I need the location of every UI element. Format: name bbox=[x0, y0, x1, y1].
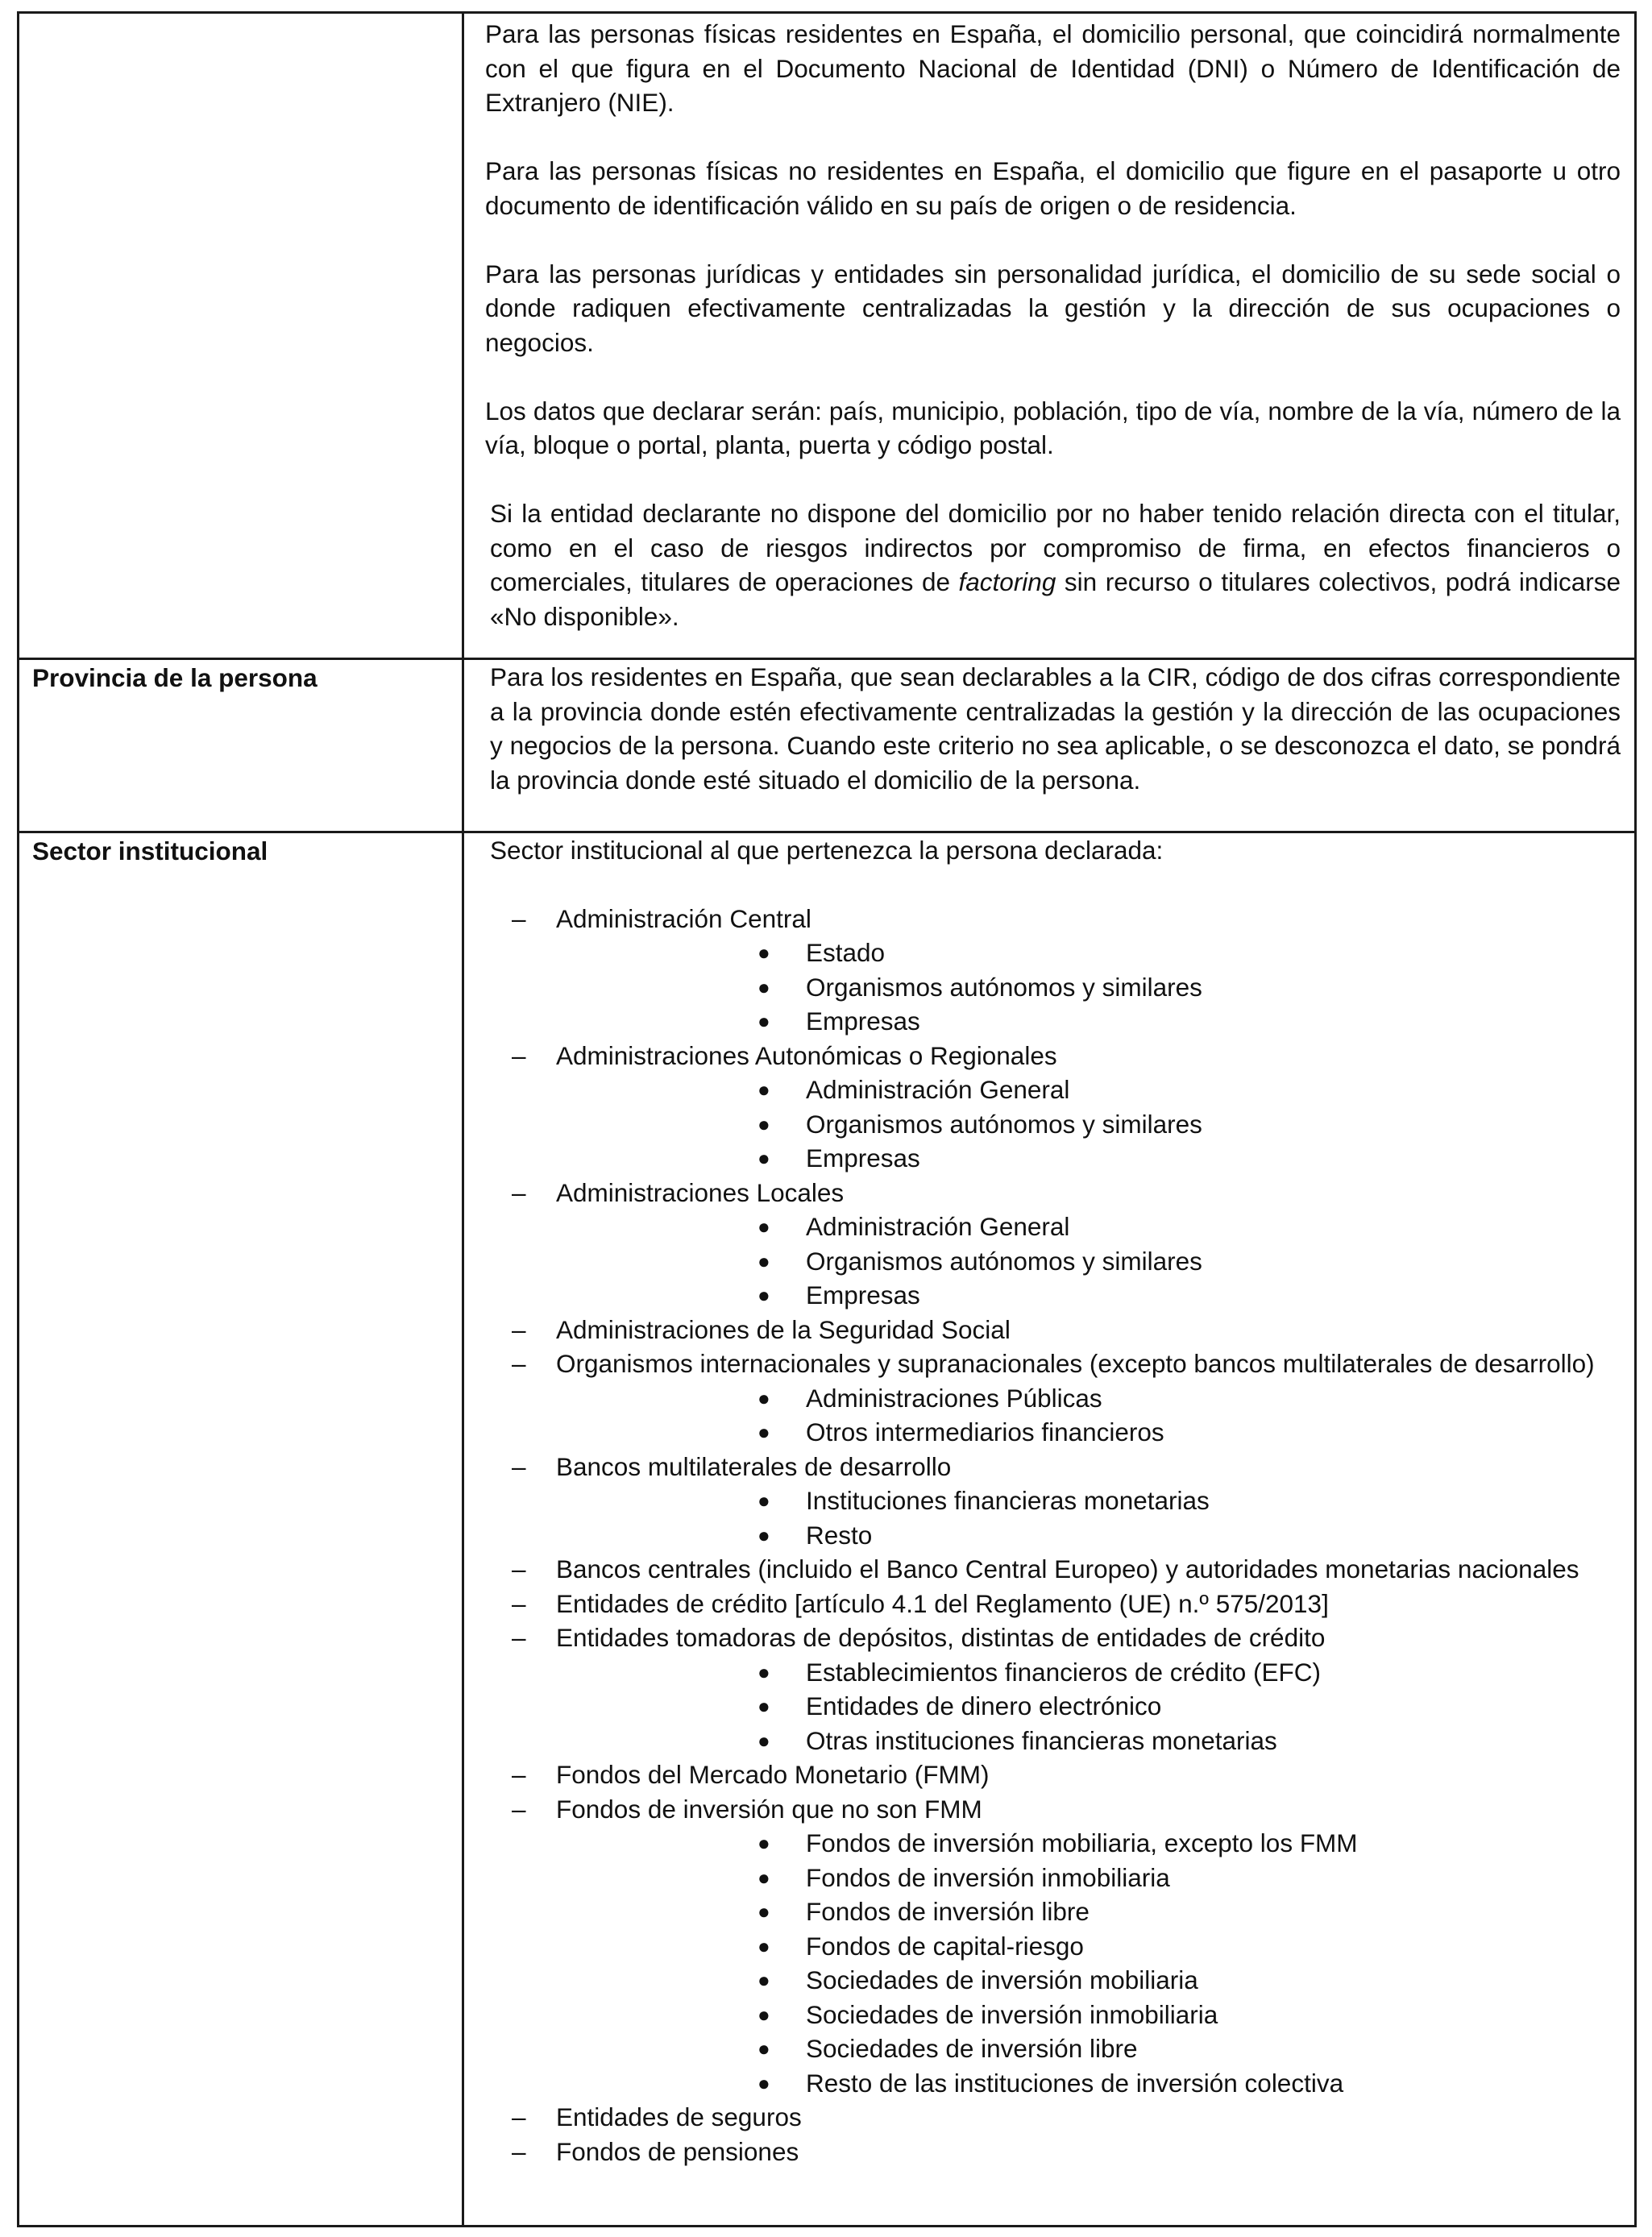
sector-subitem-text: Establecimientos financieros de crédito (EFC) bbox=[806, 1657, 1322, 1687]
sector-list-item bbox=[490, 1792, 1621, 2101]
bullet-icon: ● bbox=[758, 1694, 770, 1718]
sector-subitem-text: Administración General bbox=[806, 1212, 1070, 1241]
sector-list-item bbox=[490, 1176, 1621, 1313]
row-content-cell-sector bbox=[463, 832, 1636, 2227]
paragraph-no-disponible-end: sin recurso o titulares colectivos, podrá indicarse «No disponible». bbox=[490, 567, 1621, 631]
sector-subitem bbox=[556, 1381, 1621, 1416]
sector-subitem bbox=[556, 1929, 1621, 1964]
sector-subitem bbox=[556, 1861, 1621, 1895]
sector-subitem-text: Fondos de inversión libre bbox=[806, 1897, 1090, 1926]
row-label-cell-provincia bbox=[19, 659, 463, 832]
sector-sublist bbox=[556, 1073, 1621, 1176]
sector-subitem-text: Administración General bbox=[806, 1075, 1070, 1104]
sector-subitem bbox=[556, 1244, 1621, 1279]
dash-marker: – bbox=[512, 1040, 526, 1070]
sector-subitem bbox=[556, 1998, 1621, 2032]
paragraph-personas-juridicas: Para las personas jurídicas y entidades sin personalidad jurídica, el domicilio de su sede social o donde radiquen efectivamente centralizadas la gestión y la dirección de sus ocupaciones o negocios. bbox=[485, 259, 1621, 357]
bullet-icon: ● bbox=[758, 1214, 770, 1239]
sector-subitem-text: Empresas bbox=[806, 1280, 920, 1309]
sector-item-text: Entidades de seguros bbox=[556, 2102, 802, 2131]
row-label bbox=[32, 14, 462, 15]
paragraph-no-residentes: Para las personas físicas no residentes en España, el domicilio que figure en el pasaporte u otro documento de identificación válido en su país de origen o de residencia. bbox=[485, 156, 1621, 220]
sector-subitem-text: Sociedades de inversión mobiliaria bbox=[806, 1965, 1198, 1994]
sector-subitem-text: Resto de las instituciones de inversión colectiva bbox=[806, 2068, 1344, 2098]
dash-marker: – bbox=[512, 1451, 526, 1481]
sector-subitem bbox=[556, 1724, 1621, 1758]
sector-subitem-text: Resto bbox=[806, 1520, 873, 1550]
sector-subitem bbox=[556, 1278, 1621, 1313]
sector-item-text: Bancos multilaterales de desarrollo bbox=[556, 1451, 952, 1481]
dash-marker: – bbox=[512, 1314, 526, 1344]
sector-list-item bbox=[490, 1621, 1621, 1758]
sector-sublist bbox=[556, 1484, 1621, 1552]
bullet-icon: ● bbox=[758, 1146, 770, 1170]
bullet-icon: ● bbox=[758, 940, 770, 965]
paragraph-residentes: Para las personas físicas residentes en España, el domicilio personal, que coincidirá normalmente con el que figura en el Documento Nacional de Identidad (DNI) o Número de Identificación de Extranjero (NIE). bbox=[485, 19, 1621, 117]
sector-item-text: Administraciones Autonómicas o Regionales bbox=[556, 1040, 1057, 1070]
dash-marker: – bbox=[512, 903, 526, 933]
sector-subitem bbox=[556, 2032, 1621, 2066]
bullet-icon: ● bbox=[758, 1111, 770, 1136]
paragraph-datos-declarar: Los datos que declarar serán: país, municipio, población, tipo de vía, nombre de la vía, número de la vía, bloque o portal, planta, puerta y código postal. bbox=[485, 396, 1621, 459]
sector-subitem bbox=[556, 1826, 1621, 1861]
dash-marker: – bbox=[512, 1177, 526, 1207]
sector-list-item bbox=[490, 2135, 1621, 2169]
bullet-icon: ● bbox=[758, 1659, 770, 1684]
bullet-icon: ● bbox=[758, 1865, 770, 1890]
paragraph-sector-intro: Sector institucional al que pertenezca la persona declarada: bbox=[490, 836, 1164, 865]
sector-item-text: Bancos centrales (incluido el Banco Central Europeo) y autoridades monetarias nacionales bbox=[556, 1554, 1579, 1583]
bullet-icon: ● bbox=[758, 1933, 770, 1958]
sector-subitem-text: Otras instituciones financieras monetarias bbox=[806, 1725, 1277, 1755]
sector-subitem-text: Organismos autónomos y similares bbox=[806, 1109, 1202, 1139]
sector-sublist bbox=[556, 936, 1621, 1039]
sector-subitem bbox=[556, 1073, 1621, 1107]
sector-subitem-text: Estado bbox=[806, 938, 886, 967]
sector-subitem bbox=[556, 1004, 1621, 1039]
sector-list-item bbox=[490, 2100, 1621, 2135]
sector-list-item bbox=[490, 1758, 1621, 1792]
sector-item-text: Fondos del Mercado Monetario (FMM) bbox=[556, 1760, 990, 1789]
paragraph-provincia: Para los residentes en España, que sean declarables a la CIR, código de dos cifras correspondiente a la provincia donde estén efectivamente centralizadas la gestión y la dirección de las ocupaciones y negocios de la persona. Cuando este criterio no sea aplicable, o se desconozca el dato, se pondrá la provincia donde esté situado el domicilio de la persona. bbox=[490, 662, 1621, 795]
sector-item-text: Administraciones Locales bbox=[556, 1177, 845, 1207]
sector-sublist bbox=[556, 1655, 1621, 1758]
sector-item-text: Entidades tomadoras de depósitos, distintas de entidades de crédito bbox=[556, 1623, 1326, 1652]
sector-subitem bbox=[556, 1484, 1621, 1518]
sector-sublist bbox=[556, 1381, 1621, 1450]
bullet-icon: ● bbox=[758, 1248, 770, 1273]
sector-subitem bbox=[556, 1518, 1621, 1553]
bullet-icon: ● bbox=[758, 1283, 770, 1307]
sector-list-item bbox=[490, 1313, 1621, 1347]
bullet-icon: ● bbox=[758, 2002, 770, 2027]
bullet-icon: ● bbox=[758, 1488, 770, 1513]
sector-subitem-text: Fondos de capital-riesgo bbox=[806, 1931, 1084, 1961]
row-label-cell-empty bbox=[19, 13, 463, 659]
sector-item-text: Administraciones de la Seguridad Social bbox=[556, 1314, 1011, 1344]
bullet-icon: ● bbox=[758, 1522, 770, 1547]
bullet-icon: ● bbox=[758, 1728, 770, 1753]
table-row-domicilio bbox=[19, 13, 1636, 659]
sector-sublist bbox=[556, 1826, 1621, 2100]
sector-subitem-text: Fondos de inversión mobiliaria, excepto los FMM bbox=[806, 1828, 1358, 1857]
sector-subitem bbox=[556, 1107, 1621, 1142]
sector-subitem bbox=[556, 1141, 1621, 1176]
dash-marker: – bbox=[512, 1588, 526, 1618]
bullet-icon: ● bbox=[758, 1077, 770, 1102]
sector-subitem bbox=[556, 1655, 1621, 1690]
sector-subitem bbox=[556, 1210, 1621, 1244]
factoring-term: factoring bbox=[958, 567, 1056, 596]
sector-subitem bbox=[556, 1963, 1621, 1998]
sector-subitem-text: Organismos autónomos y similares bbox=[806, 972, 1202, 1002]
bullet-icon: ● bbox=[758, 1385, 770, 1410]
bullet-icon: ● bbox=[758, 2070, 770, 2095]
bullet-icon: ● bbox=[758, 2036, 770, 2061]
sector-subitem bbox=[556, 936, 1621, 970]
sector-list-item bbox=[490, 1587, 1621, 1621]
bullet-icon: ● bbox=[758, 1899, 770, 1924]
sector-item-text: Fondos de inversión que no son FMM bbox=[556, 1794, 982, 1824]
sector-subitem-text: Sociedades de inversión libre bbox=[806, 2034, 1138, 2063]
table-row-sector bbox=[19, 832, 1636, 2227]
sector-subitem bbox=[556, 1415, 1621, 1450]
row-content-cell-provincia bbox=[463, 659, 1636, 832]
row-content-cell-domicilio bbox=[463, 13, 1636, 659]
sector-list-item bbox=[490, 1347, 1621, 1450]
sector-subitem-text: Otros intermediarios financieros bbox=[806, 1417, 1164, 1446]
sector-list bbox=[490, 902, 1621, 2169]
sector-item-text: Organismos internacionales y supranacionales (excepto bancos multilaterales de desarrollo) bbox=[556, 1349, 1595, 1378]
paragraph-no-disponible-start: Si la entidad declarante no dispone del domicilio por no haber tenido relación directa con el titular, como en el caso de riesgos indirectos por compromiso de firma, en efectos financieros o comerciales, titulares de operaciones de bbox=[490, 499, 1621, 596]
sector-list-item bbox=[490, 1039, 1621, 1176]
table-row-provincia bbox=[19, 659, 1636, 832]
sector-sublist bbox=[556, 1210, 1621, 1313]
dash-marker: – bbox=[512, 1554, 526, 1583]
dash-marker: – bbox=[512, 2102, 526, 2131]
bullet-icon: ● bbox=[758, 974, 770, 999]
bullet-icon: ● bbox=[758, 1420, 770, 1444]
sector-subitem bbox=[556, 970, 1621, 1005]
dash-marker: – bbox=[512, 1794, 526, 1824]
sector-list-item bbox=[490, 902, 1621, 1039]
row-label-provincia: Provincia de la persona bbox=[32, 663, 318, 692]
sector-subitem bbox=[556, 1895, 1621, 1929]
row-label-cell-sector bbox=[19, 832, 463, 2227]
sector-subitem-text: Instituciones financieras monetarias bbox=[806, 1486, 1210, 1515]
sector-subitem-text: Sociedades de inversión inmobiliaria bbox=[806, 1999, 1218, 2029]
dash-marker: – bbox=[512, 1349, 526, 1378]
sector-subitem bbox=[556, 1689, 1621, 1724]
sector-subitem-text: Empresas bbox=[806, 1006, 920, 1035]
sector-subitem-text: Entidades de dinero electrónico bbox=[806, 1691, 1162, 1720]
dash-marker: – bbox=[512, 1623, 526, 1652]
sector-subitem-text: Administraciones Públicas bbox=[806, 1383, 1102, 1413]
bullet-icon: ● bbox=[758, 1009, 770, 1033]
sector-item-text: Fondos de pensiones bbox=[556, 2136, 799, 2166]
row-label-sector: Sector institucional bbox=[32, 836, 268, 865]
sector-list-item bbox=[490, 1552, 1621, 1587]
sector-subitem-text: Organismos autónomos y similares bbox=[806, 1246, 1202, 1276]
dash-marker: – bbox=[512, 1760, 526, 1789]
document-table bbox=[17, 11, 1637, 2227]
paragraph-no-disponible bbox=[485, 496, 1621, 633]
dash-marker: – bbox=[512, 2136, 526, 2166]
sector-item-text: Entidades de crédito [artículo 4.1 del Reglamento (UE) n.º 575/2013] bbox=[556, 1588, 1329, 1618]
bullet-icon: ● bbox=[758, 1968, 770, 1992]
sector-subitem-text: Fondos de inversión inmobiliaria bbox=[806, 1862, 1170, 1892]
sector-list-item bbox=[490, 1450, 1621, 1553]
sector-subitem bbox=[556, 2066, 1621, 2101]
sector-subitem-text: Empresas bbox=[806, 1143, 920, 1172]
sector-item-text: Administración Central bbox=[556, 903, 811, 933]
bullet-icon: ● bbox=[758, 1831, 770, 1855]
